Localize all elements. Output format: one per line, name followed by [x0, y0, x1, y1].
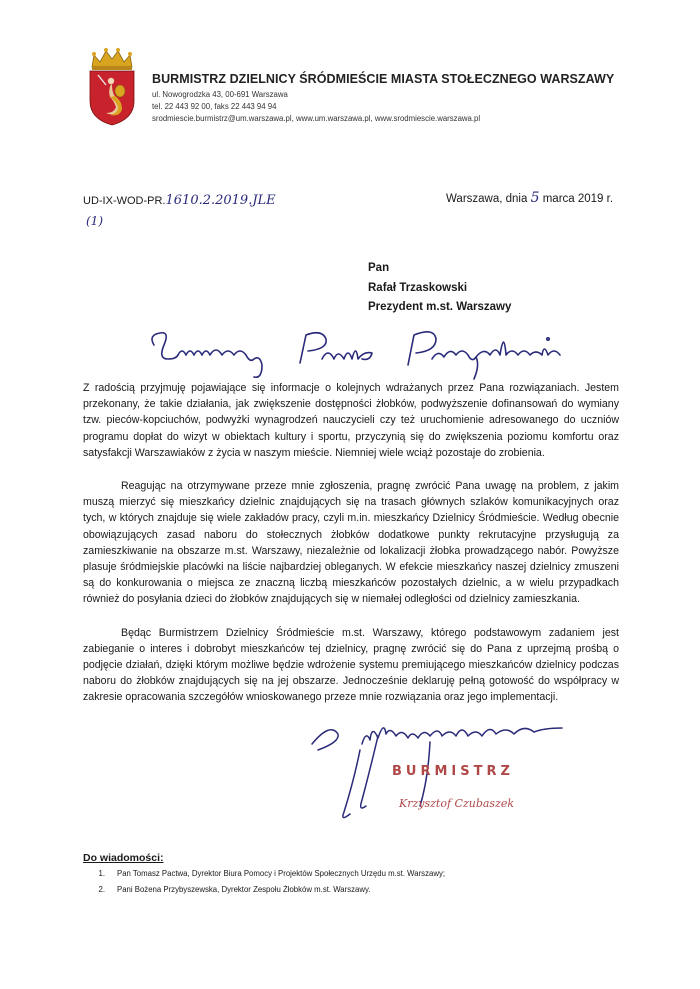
body-paragraph-2: Reagując na otrzymywane przeze mnie zgłoszenia, pragnę zwrócić Pana uwagę na problem, z jakim muszą mierzyć się mieszkańcy dzielnic znajdujących się na trasach głównych szlaków komunikacyjnych oraz tych, w których znajduje się wiele zakładów pracy, czyli m.in. mieszkańcy Dzielnicy Śródmieście. Według obecnie obowiązujących zasad naboru do stołecznych żłobków dodatkowe punkty rekrutacyjne przysługują za zamieszkiwanie na obszarze m.st. Warszawy, niezależnie od lokalizacji żłobka prowadzącego nabór. Powyższe plasuje śródmiejskie placówki na liście najbardziej obleganych. W efekcie mieszkańcy naszej dzielnicy zmuszeni są do konkurowania o miejsca ze znaczną liczbą mieszkańców pozostałych dzielnic, a w wielu przypadkach również do posyłania dzieci do żłobków znajdujących się w niemałej odległości od dzielnicy zamieszkania.: [83, 480, 619, 606]
cc-item-text: Pan Tomasz Pactwa, Dyrektor Biura Pomocy i Projektów Społecznych Urzędu m.st. Warszawy;: [117, 869, 446, 878]
stamp-name: Krzysztof Czubaszek: [399, 797, 515, 810]
office-phone: tel. 22 443 92 00, faks 22 443 94 94: [152, 102, 277, 111]
date-line: [446, 190, 613, 206]
cc-title: Do wiadomości:: [83, 852, 164, 864]
recipient-line-3: Prezydent m.st. Warszawy: [368, 301, 512, 313]
reference-printed: UD-IX-WOD-PR.: [83, 195, 166, 207]
cc-list: [83, 866, 445, 898]
office-address: ul. Nowogrodzka 43, 00-691 Warszawa: [152, 90, 288, 99]
reference-handwritten-sub: (1): [86, 214, 103, 228]
body-paragraph-1: Z radością przyjmuję pojawiające się informacje o kolejnych wdrażanych przez Pana rozwiązaniach. Jestem przekonany, że takie działania, jak zwiększenie dostępności żłobków, podwyższenie dofinansowań do wymiany tzw. pieców-kopciuchów, podwyżki wynagrodzeń nauczycieli czy też uruchomienie adresowanego do uczniów programu dopłat do wizyt w obiektach kultury i sportu, przyczynią się do zwiększenia poziomu komfortu oraz satysfakcji Warszawiaków z życia w naszym mieście. Niemniej wiele wciąż pozostaje do zrobienia.: [83, 382, 619, 459]
date-suffix: marca 2019 r.: [542, 193, 614, 205]
cc-item-text: Pani Bożena Przybyszewska, Dyrektor Zespołu Żłobków m.st. Warszawy.: [117, 885, 371, 894]
letter-body: [83, 380, 619, 723]
stamp-title: BURMISTRZ: [392, 764, 514, 779]
warsaw-mermaid-crest-icon: [84, 47, 140, 127]
reference-number: [83, 193, 276, 208]
handwritten-salutation: [150, 325, 590, 385]
cc-item-number: 2.: [98, 885, 105, 894]
reference-handwritten: 1610.2.2019.JLE: [165, 193, 276, 208]
date-prefix: Warszawa, dnia: [446, 193, 528, 205]
recipient-line-1: Pan: [368, 262, 390, 274]
recipient-line-2: Rafał Trzaskowski: [368, 282, 468, 294]
office-web: srodmiescie.burmistrz@um.warszawa.pl, www.um.warszawa.pl, www.srodmiescie.warszawa.pl: [152, 114, 481, 123]
cc-item-number: 1.: [98, 869, 105, 878]
office-title: BURMISTRZ DZIELNICY ŚRÓDMIEŚCIE MIASTA STOŁECZNEGO WARSZAWY: [152, 72, 615, 86]
date-day: 5: [530, 190, 540, 206]
body-paragraph-3: Będąc Burmistrzem Dzielnicy Śródmieście m.st. Warszawy, którego podstawowym zadaniem jest zabieganie o interes i dobrobyt mieszkańców tej dzielnicy, pragnę zwrócić się do Pana z uprzejmą prośbą o podjęcie działań, dzięki którym możliwe będzie wdrożenie systemu premiującego mieszkańców dzielnicy podczas naboru do żłobków znajdujących się na jej obszarze. Jednocześnie deklaruję pełną gotowość do współpracy w zakresie opracowania szczegółów wnioskowanego przeze mnie rozwiązania oraz jego implementacji.: [83, 626, 619, 704]
list-item: [83, 882, 445, 898]
list-item: [83, 866, 445, 882]
